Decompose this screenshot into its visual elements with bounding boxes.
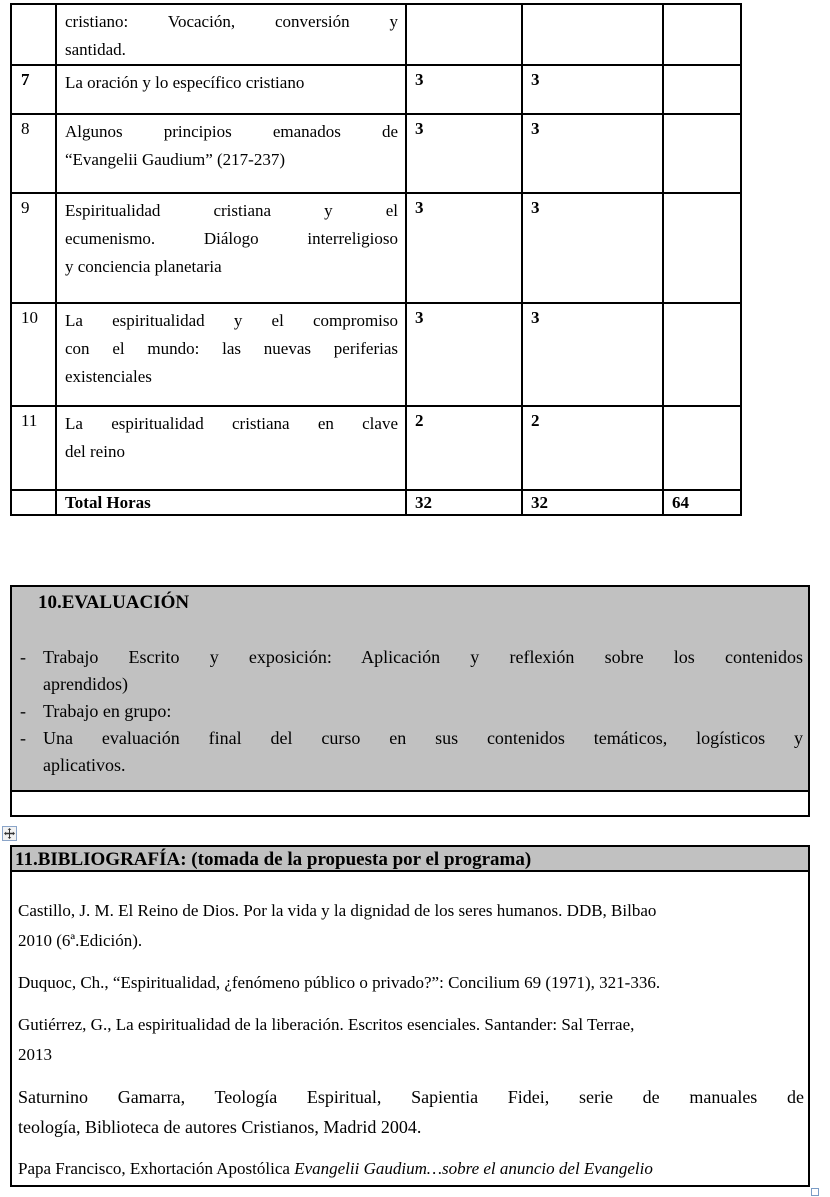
bibliography-entry: Gutiérrez, G., La espiritualidad de la liberación. Escritos esenciales. Santander: Sal Terrae, 2013: [18, 1015, 635, 1064]
table-row: [11, 65, 741, 114]
hours-col-b-cell: [522, 4, 663, 65]
bibliography-entry: Saturnino Gamarra, Teología Espiritual, Sapientia Fidei, serie de manuales de teología, Biblioteca de autores Cristianos, Madrid 2004.: [18, 1087, 804, 1137]
total-label-cell: Total Horas: [56, 490, 406, 515]
hours-col-b-cell: 3: [522, 65, 663, 114]
empty-table-row: [12, 792, 808, 815]
hours-col-a-cell: 3: [406, 65, 522, 114]
hours-col-b-cell: 2: [522, 406, 663, 490]
evaluation-section: [10, 585, 810, 817]
topic-cell: La espiritualidad y el compromiso con el mundo: las nuevas periferias existenciales: [56, 303, 406, 406]
table-row: [11, 4, 741, 65]
hours-col-b-cell: 3: [522, 193, 663, 303]
topic-cell: La espiritualidad cristiana en clave del reino: [56, 406, 406, 490]
bibliography-section: [10, 845, 810, 1187]
hours-col-a-cell: 3: [406, 114, 522, 193]
total-col-a-cell: 32: [406, 490, 522, 515]
topic-cell: cristiano: Vocación, conversión y santidad.: [56, 4, 406, 65]
evaluation-heading: 10.EVALUACIÓN: [38, 592, 190, 613]
dash-bullet: -: [20, 647, 26, 667]
list-item: [18, 698, 804, 725]
list-item: [18, 725, 804, 779]
hours-col-a-cell: [406, 4, 522, 65]
hours-total-cell: [663, 193, 741, 303]
topic-cell: Algunos principios emanados de “Evangelii Gaudium” (217-237): [56, 114, 406, 193]
row-number-cell: 8: [11, 114, 56, 193]
move-cross-icon: [4, 828, 15, 839]
hours-total-cell: [663, 65, 741, 114]
table-move-handle[interactable]: [2, 826, 17, 841]
bibliography-entry: [18, 1154, 804, 1184]
dash-bullet: -: [20, 728, 26, 748]
hours-total-cell: [663, 4, 741, 65]
topic-cell: Espiritualidad cristiana y el ecumenismo. Diálogo interreligioso y conciencia planetaria: [56, 193, 406, 303]
table-row: [11, 114, 741, 193]
hours-total-cell: [663, 406, 741, 490]
entry-regular-text: Papa Francisco, Exhortación Apostólica: [18, 1159, 295, 1178]
course-contents-table: [10, 3, 742, 516]
topic-cell: La oración y lo específico cristiano: [56, 65, 406, 114]
hours-total-cell: [663, 114, 741, 193]
row-number-cell: [11, 490, 56, 515]
hours-col-a-cell: 3: [406, 193, 522, 303]
total-row: [11, 490, 741, 515]
table-row: [11, 193, 741, 303]
row-number-cell: [11, 4, 56, 65]
bibliography-entry: Castillo, J. M. El Reino de Dios. Por la vida y la dignidad de los seres humanos. DDB, Bilbao 2010 (6ª.Edición).: [18, 901, 657, 950]
hours-col-b-cell: 3: [522, 114, 663, 193]
row-number-cell: 9: [11, 193, 56, 303]
hours-col-a-cell: 2: [406, 406, 522, 490]
table-row: [11, 303, 741, 406]
list-item: [18, 644, 804, 698]
list-item-text: Una evaluación final del curso en sus contenidos temáticos, logísticos y aplicativos.: [43, 728, 803, 775]
bibliography-entry: Duquoc, Ch., “Espiritualidad, ¿fenómeno público o privado?”: Concilium 69 (1971), 321-336.: [18, 973, 661, 992]
bibliography-content: [12, 872, 808, 1185]
total-col-b-cell: 32: [522, 490, 663, 515]
grand-total-cell: 64: [663, 490, 741, 515]
hours-col-a-cell: 3: [406, 303, 522, 406]
list-item-text: Trabajo Escrito y exposición: Aplicación y reflexión sobre los contenidos aprendidos): [43, 647, 803, 694]
row-number-cell: 11: [11, 406, 56, 490]
list-item-text: Trabajo en grupo:: [43, 701, 172, 721]
row-number-cell: 7: [11, 65, 56, 114]
bibliography-heading: 11.BIBLIOGRAFÍA: (tomada de la propuesta por el programa): [12, 847, 808, 872]
row-number-cell: 10: [11, 303, 56, 406]
hours-col-b-cell: 3: [522, 303, 663, 406]
entry-italic-title: Evangelii Gaudium…sobre el anuncio del Evangelio: [294, 1159, 653, 1178]
evaluation-content: [12, 587, 808, 792]
table-row: [11, 406, 741, 490]
hours-total-cell: [663, 303, 741, 406]
table-resize-handle[interactable]: [811, 1188, 819, 1196]
dash-bullet: -: [20, 701, 26, 721]
